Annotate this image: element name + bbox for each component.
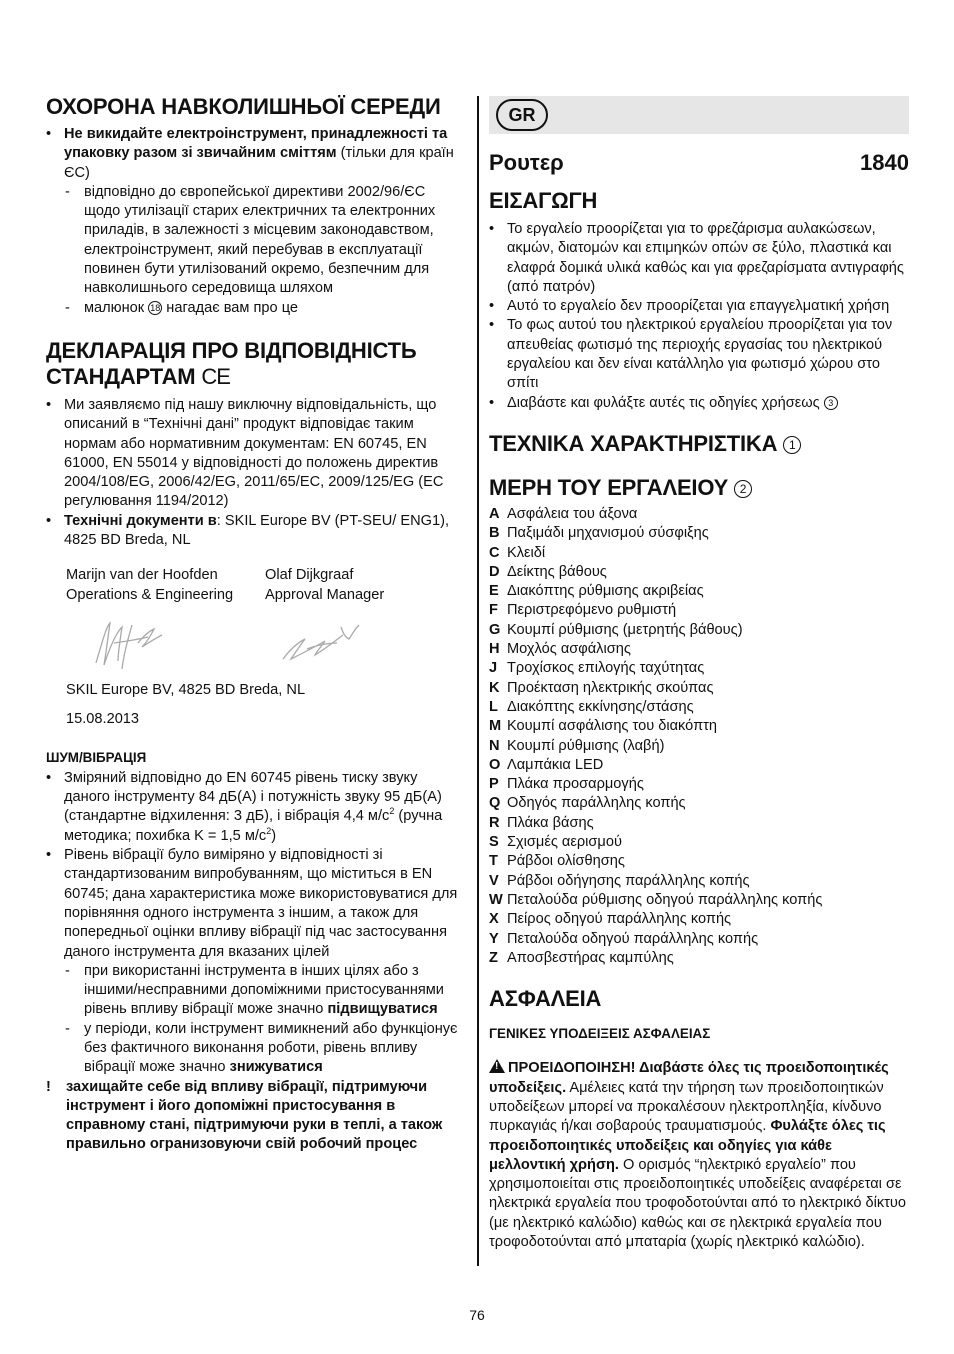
parts-heading-text: ΜΕΡΗ ΤΟΥ ΕΡΓΑΛΕΙΟΥ xyxy=(489,474,735,500)
decl-bullet2-bold: Технічні документи в xyxy=(64,512,217,529)
noise-heading: ШУМ/ВІБРАЦІЯ xyxy=(46,749,147,765)
parts-item-key: A xyxy=(489,505,500,522)
parts-heading xyxy=(489,475,909,501)
parts-item-key: D xyxy=(489,563,500,580)
safety-warning xyxy=(489,1059,909,1252)
figure-ref-3: 3 xyxy=(824,396,838,410)
env-dash2-pre: малюнок xyxy=(84,299,149,316)
signatory-1-name: Marijn van der Hoofden xyxy=(66,567,218,584)
parts-item xyxy=(489,930,909,949)
parts-item xyxy=(489,814,909,833)
intro-list xyxy=(489,220,909,413)
declaration-date: 15.08.2013 xyxy=(66,711,140,728)
parts-item-label: Προέκταση ηλεκτρικής σκούπας xyxy=(507,679,714,696)
parts-item-label: Παξιμάδι μηχανισμού σύσφιξης xyxy=(507,525,709,542)
parts-item-key: X xyxy=(489,911,499,928)
parts-item xyxy=(489,679,909,698)
column-divider xyxy=(477,96,479,1266)
env-bullet-bold: Не викидайте електроінструмент, принадлежності та упаковку разом зі звичайним сміттям xyxy=(64,126,448,162)
parts-item-label: Κουμπί ρύθμισης (μετρητής βάθους) xyxy=(507,621,743,638)
signature-1-image xyxy=(88,613,178,675)
noise-list xyxy=(46,769,464,1078)
intro-b4-pre: Διαβάστε και φυλάξτε αυτές τις οδηγίες χρήσεως xyxy=(507,394,824,411)
signatory-1 xyxy=(66,566,265,675)
parts-item-key: M xyxy=(489,718,502,735)
parts-item xyxy=(489,659,909,678)
parts-item-label: Πλάκα βάσης xyxy=(507,814,594,831)
left-column xyxy=(46,92,464,1155)
warning-text-1: Αμέλειες κατά την τήρηση των προειδοποιητικών υποδείξεων μπορεί να προκαλέσουν ηλεκτροπληξία, κίνδυνο πυρκαγιάς ή/και σοβαρούς τραυματισμούς. xyxy=(489,1079,884,1135)
parts-item-key: W xyxy=(489,891,503,908)
parts-item-label: Οδηγός παράλληλης κοπής xyxy=(507,795,686,812)
parts-item xyxy=(489,544,909,563)
parts-item xyxy=(489,949,909,968)
product-name: Ρουτερ xyxy=(489,150,564,175)
parts-item-key: T xyxy=(489,853,498,870)
ce-mark: CE xyxy=(201,363,230,389)
parts-item-key: J xyxy=(489,660,498,677)
parts-item-label: Πείρος οδηγού παράλληλης κοπής xyxy=(507,911,732,928)
parts-item-key: G xyxy=(489,621,501,638)
signatory-2-name: Olaf Dijkgraaf xyxy=(265,567,354,584)
parts-item xyxy=(489,582,909,601)
parts-item xyxy=(489,601,909,620)
parts-item-label: Αποσβεστήρας καμπύλης xyxy=(507,949,674,966)
parts-item xyxy=(489,852,909,871)
decl-bullet2-rest: : SKIL Europe BV (PT-SEU/ ENG1), 4825 BD Breda, NL xyxy=(64,512,450,549)
list-item xyxy=(46,125,464,318)
noise-b1-c: ) xyxy=(271,827,277,844)
parts-list xyxy=(489,505,909,968)
warning-icon: ! xyxy=(489,1059,505,1073)
signatory-1-role: Operations & Engineering xyxy=(66,586,234,603)
warning-bold-2: Φυλάξτε όλες τις προειδοποιητικές υποδείξεις και οδηγίες για κάθε μελλοντική χρήση. xyxy=(489,1118,886,1173)
parts-item-key: V xyxy=(489,872,499,889)
parts-item-label: Σχισμές αερισμού xyxy=(507,834,622,851)
intro-heading: ΕΙΣΑΓΩΓΗ xyxy=(489,188,598,213)
company-address: SKIL Europe BV, 4825 BD Breda, NL xyxy=(66,681,306,698)
parts-item-key: F xyxy=(489,602,498,619)
parts-item xyxy=(489,640,909,659)
parts-item-label: Πλάκα προσαρμογής xyxy=(507,776,644,793)
parts-item-label: Ασφάλεια του άξονα xyxy=(507,505,638,522)
list-item: • Ми заявляємо під нашу виключну відповідальність, що описаний в “Технічні дані” продукт відповідає таким нормам або нормативним документам: EN 60745, EN 61000, EN 55014 у відповідності до положень директив 2004/108/EG, 2006/42/EG, 2011/65/EC, 2009/125/EG (ЕС регулювання 1194/2012) xyxy=(46,396,464,512)
parts-item-label: Περιστρεφόμενο ρυθμιστή xyxy=(507,602,677,619)
noise-b1-b: (ручна методика; похибка K = 1,5 м/с xyxy=(64,808,443,844)
list-item: • Το φως αυτού του ηλεκτρικού εργαλείου προορίζεται για τον απευθείας φωτισμό της περιοχής εργασίας του ηλεκτρικού εργαλείου και δεν είναι κατάλληλο για φωτισμό χώρου στο σπίτι xyxy=(489,316,909,393)
list-item xyxy=(489,394,909,413)
parts-item-label: Πεταλούδα οδηγού παράλληλης κοπής xyxy=(507,930,759,947)
list-item: - відповідно до європейської директиви 2002/96/ЄС щодо утилізації старих електричних та електронних приладів, в залежності з місцевим законодавством, електроінструмент, який перебував в експлуатації повинен бути утилізований окремо, безпечним для навколишнього середовища шляхом xyxy=(64,183,464,299)
language-bar xyxy=(489,96,909,134)
figure-ref-2: 2 xyxy=(734,480,752,498)
parts-item xyxy=(489,910,909,929)
parts-item-key: B xyxy=(489,525,500,542)
signatory-2 xyxy=(265,566,464,675)
warning-bold: ΠΡΟΕΙΔΟΠΟΙΗΣΗ! Διαβάστε όλες τις προειδοποιητικές υποδείξεις. xyxy=(489,1060,889,1096)
parts-item-label: Κουμπί ρύθμισης (λαβή) xyxy=(507,737,665,754)
parts-item xyxy=(489,524,909,543)
parts-item-key: N xyxy=(489,737,500,754)
safety-heading: ΑΣΦΑΛΕΙΑ xyxy=(489,986,602,1012)
list-item xyxy=(64,1020,464,1078)
parts-item-key: Z xyxy=(489,949,498,966)
noise-b2: Рівень вібрації було виміряно у відповідності зі стандартизованим випробуванням, що міститься в EN 60745; дана характеристика може використовуватися для порівняння одного інструмента з іншим, а також для попередньої оцінки впливу вібрації під час застосування даного інструмента для вказаних цілей xyxy=(64,847,458,960)
list-item xyxy=(46,846,464,1078)
product-model: 1840 xyxy=(860,150,909,175)
page-number: 76 xyxy=(469,1307,485,1323)
parts-item xyxy=(489,794,909,813)
parts-item-label: Πεταλούδα ρύθμισης οδηγού παράλληλης κοπής xyxy=(507,891,823,908)
parts-item-key: S xyxy=(489,834,499,851)
parts-item-label: Κλειδί xyxy=(507,544,546,561)
safety-subheading: ΓΕΝΙΚΕΣ ΥΠΟΔΕΙΞΕΙΣ ΑΣΦΑΛΕΙΑΣ xyxy=(489,1026,711,1042)
parts-item-key: E xyxy=(489,583,499,600)
parts-item-label: Κουμπί ασφάλισης του διακόπτη xyxy=(507,718,718,735)
parts-item xyxy=(489,833,909,852)
decl-list xyxy=(46,396,464,550)
parts-item xyxy=(489,872,909,891)
parts-item xyxy=(489,891,909,910)
list-item xyxy=(46,1078,464,1155)
list-item xyxy=(46,769,464,846)
parts-item-label: Ράβδοι οδήγησης παράλληλης κοπής xyxy=(507,872,750,889)
product-title xyxy=(489,150,909,176)
figure-ref-1: 1 xyxy=(783,436,801,454)
parts-item xyxy=(489,717,909,736)
parts-item-key: L xyxy=(489,698,498,715)
decl-heading xyxy=(46,338,464,390)
parts-item xyxy=(489,563,909,582)
language-badge: GR xyxy=(496,99,548,131)
list-item xyxy=(64,962,464,1020)
parts-item-key: C xyxy=(489,544,500,561)
env-dash2-post: нагадає вам про це xyxy=(162,299,299,316)
list-item xyxy=(64,299,464,318)
parts-item xyxy=(489,775,909,794)
parts-item-label: Δείκτης βάθους xyxy=(507,563,607,580)
noise-d2-pre: у періоди, коли інструмент вимикнений або функціонує без фактичного виконання роботи, рівень впливу вібрації може значно xyxy=(84,1020,458,1076)
noise-d1-pre: при використанні інструмента в інших цілях або з іншими/несправними допоміжними пристосуваннями рівень впливу вібрації може значно xyxy=(84,962,444,1018)
noise-excl: захищайте себе від впливу вібрації, підтримуючи інструмент і його допоміжні пристосування в справному стані, підтримуючи руки в теплі, а також правильно огранизовуючи свій робочий процес xyxy=(66,1078,443,1153)
env-list xyxy=(46,125,464,318)
parts-item-label: Διακόπτης εκκίνησης/στάσης xyxy=(507,698,694,715)
parts-item-label: Μοχλός ασφάλισης xyxy=(507,641,631,658)
decl-heading-line2: СТАНДАРТАМ xyxy=(46,363,196,389)
decl-heading-line1: ДЕКЛАРАЦІЯ ПРО ВІДПОВІДНІСТЬ xyxy=(46,337,417,363)
parts-item-label: Διακόπτης ρύθμισης ακριβείας xyxy=(507,583,704,600)
noise-excl-list xyxy=(46,1078,464,1155)
right-column xyxy=(489,96,909,1252)
list-item: • Το εργαλείο προορίζεται για το φρεζάρισμα αυλακώσεων, ακμών, διατομών και επιμηκών οπών σε ξύλο, πλαστικά και ελαφρά δομικά υλικά καθώς και για φρεζαρίσματα αντιγραφής (από πατρόν) xyxy=(489,220,909,297)
parts-item-key: P xyxy=(489,776,499,793)
parts-item-label: Τροχίσκος επιλογής ταχύτητας xyxy=(507,660,705,677)
parts-item-key: R xyxy=(489,814,500,831)
signature-2-image xyxy=(277,613,367,675)
signatory-2-role: Approval Manager xyxy=(265,586,385,603)
env-bullet-rest: (тільки для країн ЄС) xyxy=(64,145,454,181)
tech-heading xyxy=(489,431,909,457)
list-item: • Αυτό το εργαλείο δεν προορίζεται για επαγγελματική χρήση xyxy=(489,297,909,316)
parts-item-key: K xyxy=(489,679,500,696)
tech-heading-text: ΤΕΧΝΙΚΑ ΧΑΡΑΚΤΗΡΙΣΤΙΚΑ xyxy=(489,430,784,456)
parts-item-key: Y xyxy=(489,930,499,947)
env-dash-list xyxy=(64,183,464,318)
parts-item-label: Λαμπάκια LED xyxy=(507,756,604,773)
env-heading: ОХОРОНА НАВКОЛИШНЬОЇ СЕРЕДИ xyxy=(46,94,441,119)
parts-item xyxy=(489,698,909,717)
parts-item xyxy=(489,756,909,775)
parts-item xyxy=(489,505,909,524)
parts-item-key: O xyxy=(489,756,501,773)
parts-item-label: Ράβδοι ολίσθησης xyxy=(507,853,625,870)
figure-ref-18: 18 xyxy=(150,302,161,313)
list-item xyxy=(46,512,464,551)
superscript: 2 xyxy=(389,806,395,817)
parts-item-key: Q xyxy=(489,795,501,812)
parts-item-key: H xyxy=(489,641,500,658)
signatories xyxy=(66,566,464,675)
parts-item xyxy=(489,737,909,756)
parts-item xyxy=(489,621,909,640)
superscript: 2 xyxy=(266,825,272,836)
warning-text-2: Ο ορισμός “ηλεκτρικό εργαλείο” που χρησιμοποιείται στις προειδοποιητικές υποδείξεις αναφέρεται σε ηλεκτρικά εργαλεία που τροφοδοτούνται από το ηλεκτρικό δίκτυο (με ηλεκτρικό καλώδιο) καθώς και σε ηλεκτρικά εργαλεία που τροφοδοτούνται από μπαταρία (χωρίς ηλεκτρικό καλώδιο). xyxy=(489,1156,907,1251)
noise-d2-bold: знижуватися xyxy=(229,1059,323,1076)
noise-b1-a: Зміряний відповідно до EN 60745 рівень тиску звуку даного інструменту 84 дБ(A) і потужність звуку 95 дБ(A) (стандартне відхилення: 3 дБ), і вібрація 4,4 м/с xyxy=(64,769,442,825)
noise-d1-bold: підвищуватися xyxy=(327,1001,438,1018)
noise-dash-list xyxy=(64,962,464,1078)
